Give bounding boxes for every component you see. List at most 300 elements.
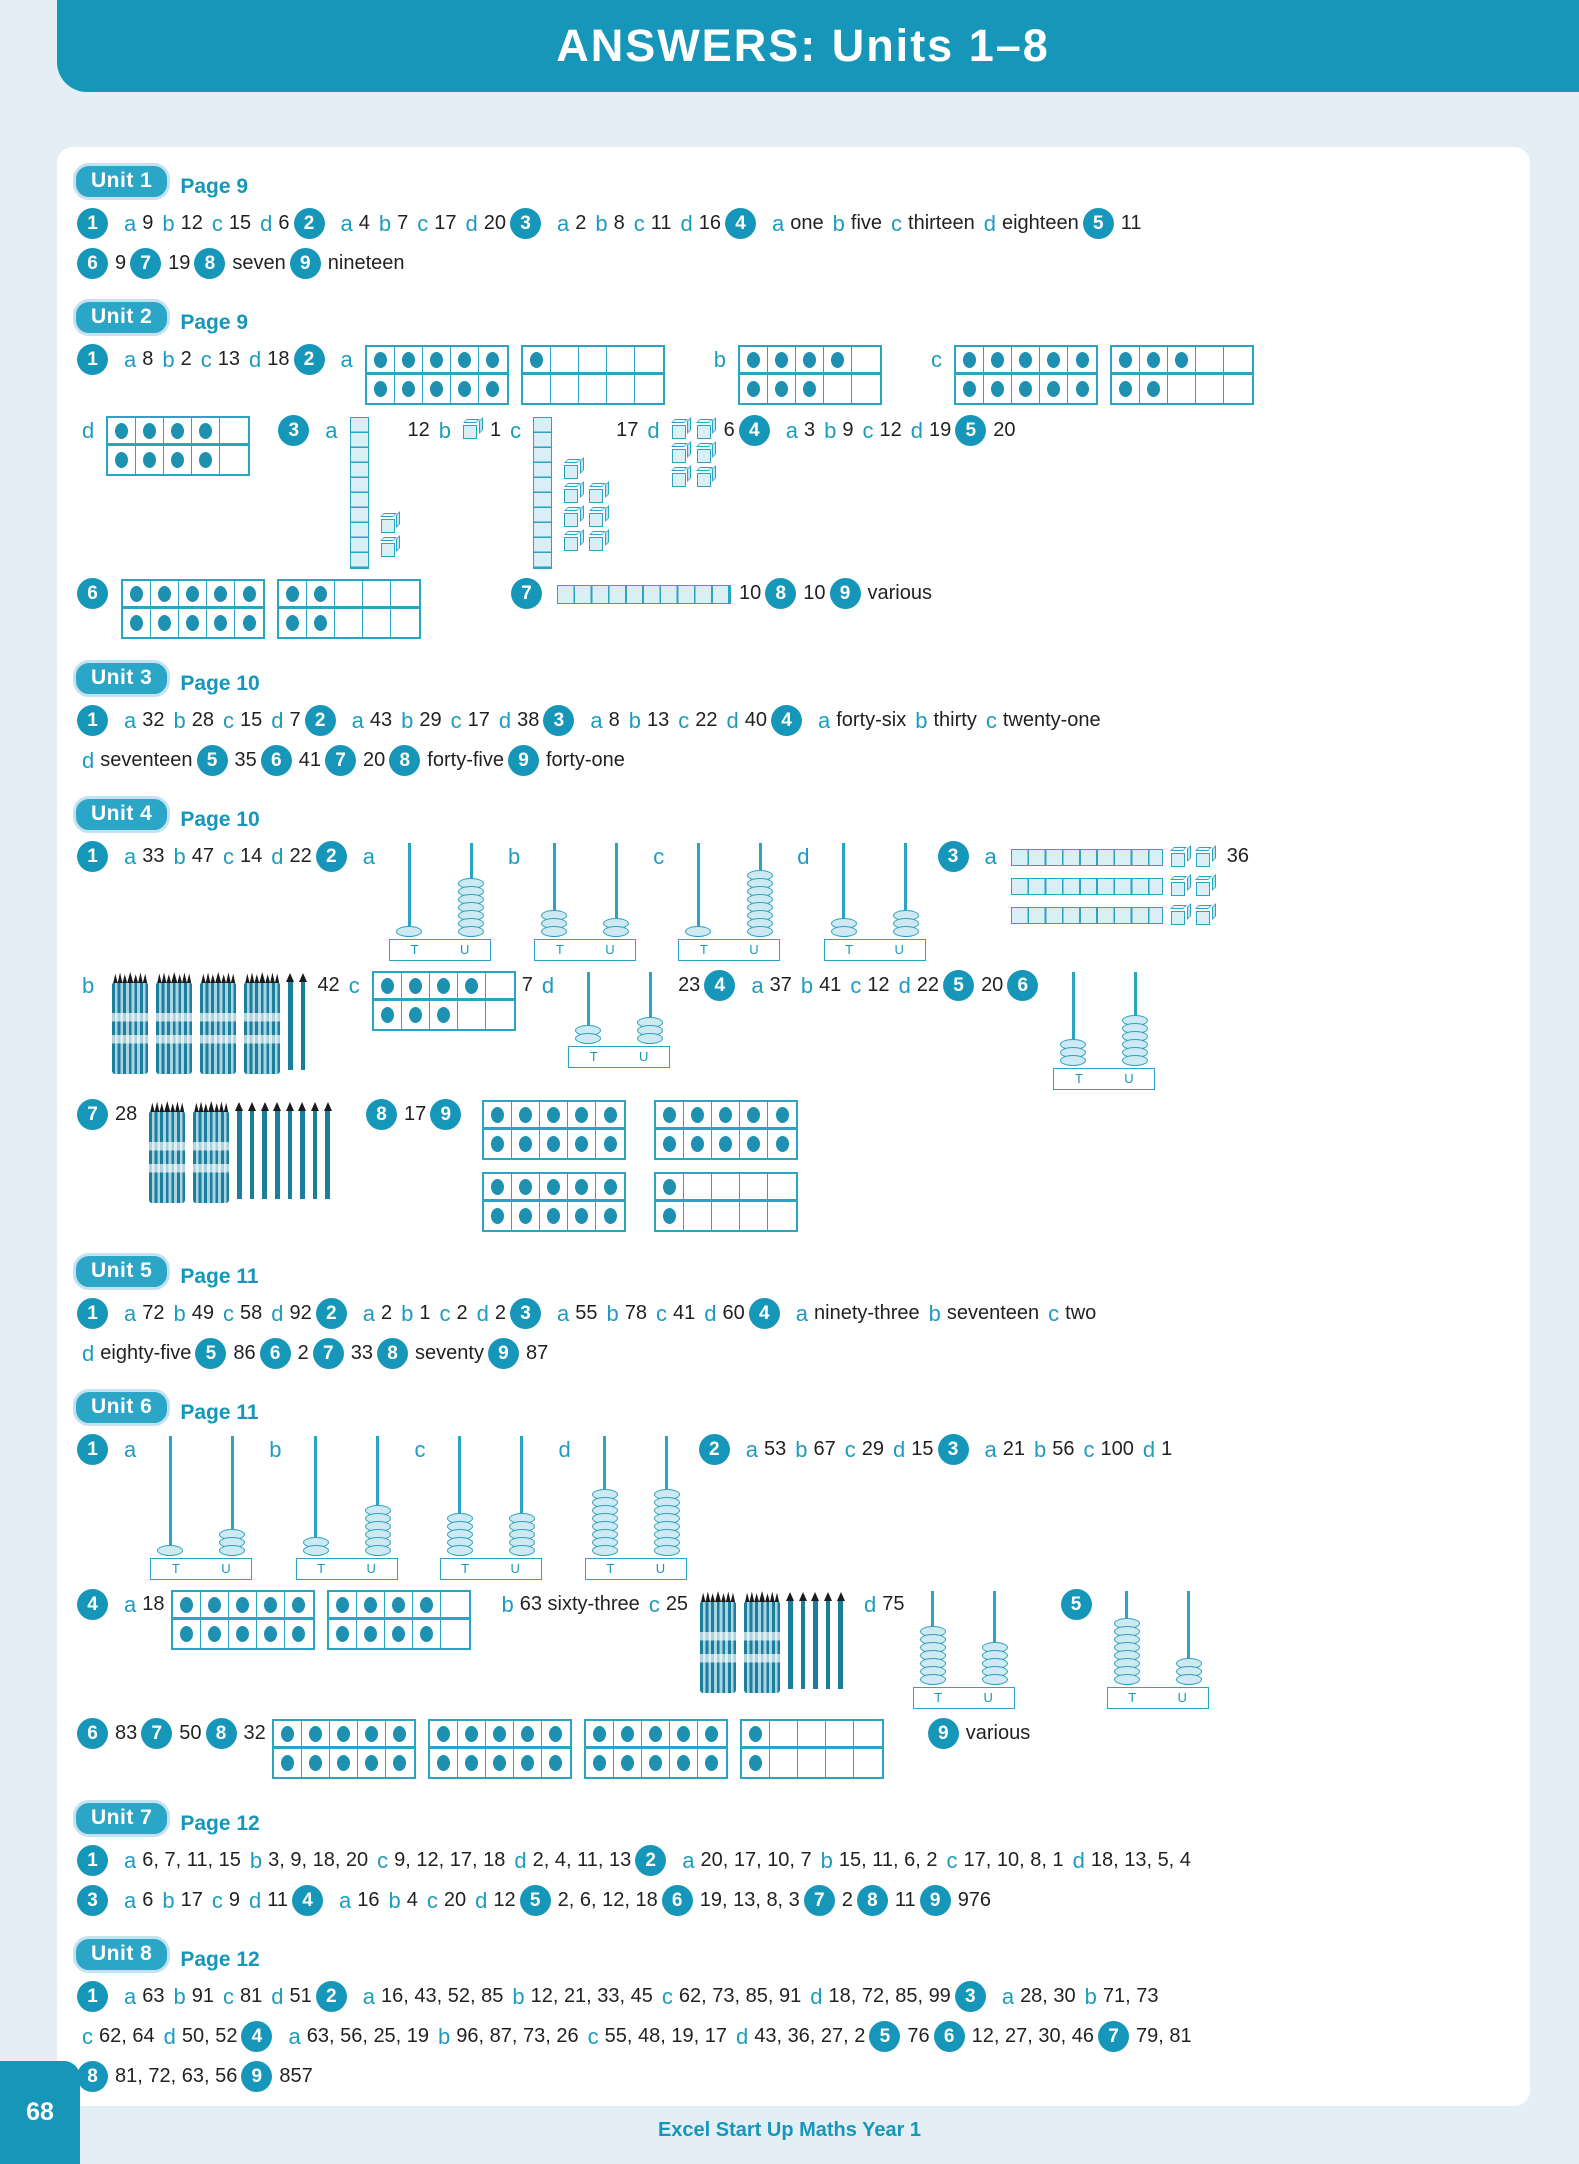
- unit-cube: [589, 489, 603, 503]
- ten-frame-cell: [220, 446, 248, 474]
- abacus-rods: [831, 843, 919, 937]
- ten-frame-cell: [235, 581, 263, 609]
- answer-value: 17: [467, 709, 490, 731]
- ten-frame-cell: [430, 1001, 458, 1029]
- answer-letter: d: [810, 1984, 823, 2009]
- answer-value: 87: [525, 1342, 549, 1364]
- ten-frame-cell: [1068, 347, 1096, 375]
- counter-dot: [115, 423, 128, 439]
- answer-letter: a: [362, 844, 375, 869]
- counter-dot: [649, 1755, 662, 1771]
- answer-value: 857: [279, 2065, 313, 2087]
- counter-dot: [437, 1007, 450, 1023]
- single-pencil: [288, 1111, 293, 1199]
- unit-cube: [1171, 853, 1185, 867]
- counter-dot: [519, 1107, 532, 1123]
- abacus-bead: [509, 1545, 535, 1556]
- abacus-tens-rod: [920, 1591, 946, 1685]
- answer-letter: c: [426, 1888, 438, 1913]
- answer-letter: b: [800, 973, 814, 998]
- abacus: [534, 843, 636, 961]
- ten-frame-cell: [712, 1130, 740, 1158]
- counter-dot: [374, 381, 387, 397]
- counter-dot: [604, 1136, 617, 1152]
- question-number-bubble: 9: [508, 745, 539, 776]
- spacer: [671, 344, 705, 345]
- answer-value: 12: [867, 974, 890, 996]
- abacus-rods: [1114, 1591, 1202, 1685]
- answer-value: nineteen: [327, 252, 405, 274]
- counter-dot: [437, 1755, 450, 1771]
- question-number-bubble: 9: [488, 1338, 519, 1369]
- counter-dot: [593, 1726, 606, 1742]
- question-number-bubble: 6: [261, 745, 292, 776]
- answer-value: thirteen: [908, 212, 975, 234]
- abacus-bead: [637, 1033, 663, 1044]
- question-number-bubble: 8: [389, 745, 420, 776]
- abacus-tens-rod: [1114, 1591, 1140, 1685]
- answer-line: [73, 2061, 1514, 2092]
- answer-letter: c: [223, 1984, 234, 2009]
- question-number-bubble: 8: [77, 2061, 108, 2092]
- answer-value: 8: [608, 709, 620, 731]
- counter-dot: [575, 1208, 588, 1224]
- answer-value: 56: [1052, 1438, 1075, 1460]
- answer-value: 976: [957, 1889, 992, 1911]
- ten-frame-cell: [770, 1721, 798, 1749]
- unit-section-8: [73, 1936, 1514, 2092]
- abacus-units-rod: [893, 843, 919, 937]
- counter-dot: [381, 1007, 394, 1023]
- ten-frame-cell: [796, 347, 824, 375]
- answer-line: [73, 1718, 1514, 1780]
- answer-value: 33: [350, 1342, 374, 1364]
- question-number-bubble: 1: [77, 1845, 108, 1876]
- ten-frame: [1110, 345, 1254, 405]
- answer-value: 22: [695, 709, 718, 731]
- counter-dot: [519, 1208, 532, 1224]
- answer-value: 79, 81: [1135, 2025, 1192, 2047]
- answer-value: 16: [357, 1889, 380, 1911]
- answer-letter: b: [501, 1592, 514, 1617]
- answer-letter: b: [162, 211, 175, 236]
- counter-dot: [286, 586, 299, 602]
- counter-dot: [465, 978, 478, 994]
- counter-dot: [208, 1597, 221, 1613]
- counter-dot: [1147, 381, 1160, 397]
- single-pencil: [826, 1601, 831, 1689]
- ten-frame-cell: [151, 609, 179, 637]
- counter-dot: [364, 1597, 377, 1613]
- question-number-bubble: 1: [77, 208, 108, 239]
- question-number-bubble: 1: [77, 344, 108, 375]
- answer-letter: a: [340, 347, 353, 372]
- answer-value: 28: [191, 709, 214, 731]
- ten-frame-cell: [826, 1749, 854, 1777]
- unit-cube: [589, 537, 603, 551]
- answer-value: 3: [804, 419, 816, 441]
- ten-frame-cell: [136, 418, 164, 446]
- ten-frame-cell: [614, 1721, 642, 1749]
- answer-letter: c: [844, 1437, 856, 1462]
- counter-dot: [374, 352, 387, 368]
- abacus-bead: [575, 1033, 601, 1044]
- answer-value: 17: [434, 212, 457, 234]
- answer-letter: d: [726, 708, 739, 733]
- answer-letter: d: [249, 347, 262, 372]
- unit-cube: [697, 425, 711, 439]
- answer-value: 47: [191, 845, 214, 867]
- answer-value: 55: [575, 1302, 598, 1324]
- unit-cube: [672, 425, 686, 439]
- answer-value: 18: [142, 1593, 165, 1615]
- abacus-rods: [447, 1436, 535, 1556]
- unit-header: [73, 660, 1514, 697]
- counter-dot: [392, 1597, 405, 1613]
- answer-value: 19: [168, 252, 191, 274]
- abacus-units-label: U: [655, 1561, 666, 1576]
- answer-line: [73, 1298, 1514, 1329]
- pencil-bundle-of-ten: [193, 1111, 229, 1203]
- question-number-bubble: 2: [294, 344, 325, 375]
- ten-frame-cell: [229, 1620, 257, 1648]
- unit-badge: Unit 4: [73, 796, 170, 833]
- unit-cube: [589, 513, 603, 527]
- counter-dot: [547, 1136, 560, 1152]
- abacus-base: [585, 1558, 687, 1580]
- cubes-row: [670, 441, 720, 465]
- counter-dot: [430, 381, 443, 397]
- ten-frame: [584, 1719, 728, 1779]
- ten-frame-cell: [854, 1749, 882, 1777]
- answer-letter: d: [249, 1888, 262, 1913]
- question-number-bubble: 4: [292, 1885, 323, 1916]
- counter-dot: [236, 1626, 249, 1642]
- ten-frame-cell: [192, 418, 220, 446]
- answer-letter: c: [211, 1888, 223, 1913]
- abacus-units-label: U: [1177, 1690, 1187, 1705]
- ten-frame-cell: [386, 1721, 414, 1749]
- answer-value: 1: [1161, 1438, 1173, 1460]
- ten-frame-cell: [542, 1749, 570, 1777]
- answer-value: 6: [278, 212, 290, 234]
- counter-dot: [719, 1136, 732, 1152]
- answer-letter: c: [678, 708, 690, 733]
- answer-value: 55, 48, 19, 17: [604, 2025, 727, 2047]
- ten-frame-cell: [742, 1749, 770, 1777]
- ten-frame-cell: [512, 1130, 540, 1158]
- ten-frame-cell: [173, 1592, 201, 1620]
- answer-line: [73, 1338, 1514, 1369]
- counter-dot: [803, 352, 816, 368]
- abacus-bead: [1176, 1674, 1202, 1685]
- counter-dot: [392, 1626, 405, 1642]
- answer-letter: c: [850, 973, 862, 998]
- ten-frame-cell: [740, 1102, 768, 1130]
- ten-frame: [272, 1719, 416, 1779]
- ten-frame: [171, 1590, 315, 1650]
- counter-dot: [364, 1626, 377, 1642]
- ten-frame-cell: [712, 1102, 740, 1130]
- counter-dot: [493, 1755, 506, 1771]
- answer-letter: a: [351, 708, 364, 733]
- abacus-tens-label: T: [699, 942, 708, 957]
- question-number-bubble: 5: [197, 745, 228, 776]
- counter-dot: [409, 1007, 422, 1023]
- answer-letter: b: [173, 1301, 186, 1326]
- ten-frame-cell: [514, 1721, 542, 1749]
- ten-frame-cell: [770, 1749, 798, 1777]
- ten-frame-cell: [586, 1749, 614, 1777]
- unit-section-4: [73, 796, 1514, 1233]
- question-number-bubble: 1: [77, 1981, 108, 2012]
- cubes-row: [562, 457, 612, 481]
- single-pencil: [325, 1111, 330, 1199]
- answer-letter: a: [325, 418, 338, 443]
- footer-book-title: Excel Start Up Maths Year 1: [657, 2119, 922, 2141]
- answer-letter: c: [82, 2024, 93, 2049]
- answer-value: 15: [911, 1438, 934, 1460]
- counter-dot: [747, 1136, 760, 1152]
- pencil-bundle-of-ten: [244, 982, 280, 1074]
- counter-dot: [549, 1755, 562, 1771]
- answer-value: thirty: [933, 709, 977, 731]
- ten-frame-cell: [670, 1721, 698, 1749]
- ten-frame-cell: [984, 375, 1012, 403]
- abacus: [678, 843, 780, 961]
- ten-frame-cell: [568, 1202, 596, 1230]
- answer-letter: a: [984, 844, 997, 869]
- ten-frame-cell: [635, 347, 663, 375]
- question-number-bubble: 2: [305, 705, 336, 736]
- answer-line: [73, 1589, 1514, 1709]
- answer-letter: a: [590, 708, 603, 733]
- ten-frame-cell: [458, 1749, 486, 1777]
- counter-dot: [243, 615, 256, 631]
- single-pencil: [300, 1111, 305, 1199]
- unit-badge: Unit 7: [73, 1800, 170, 1837]
- ten-frame-cell: [179, 581, 207, 609]
- unit-section-2: [73, 299, 1514, 640]
- answer-letter: b: [162, 347, 175, 372]
- answer-value: 11: [894, 1889, 916, 1911]
- counter-dot: [465, 1726, 478, 1742]
- ten-frame-cell: [742, 1721, 770, 1749]
- counter-dot: [208, 1626, 221, 1642]
- answer-letter: a: [362, 1301, 375, 1326]
- abacus-units-label: U: [510, 1561, 520, 1576]
- ten-frame: [740, 1719, 884, 1779]
- counter-dot: [491, 1107, 504, 1123]
- ten-frame: [428, 1719, 572, 1779]
- question-number-bubble: 5: [520, 1885, 551, 1916]
- unit-header: [73, 163, 1514, 200]
- answer-letter: b: [162, 1888, 175, 1913]
- answer-letter: d: [1072, 1848, 1085, 1873]
- answer-value: 14: [240, 845, 263, 867]
- ten-frame-cell: [596, 1130, 624, 1158]
- spacer: [342, 1099, 362, 1100]
- answer-value: ninety-three: [814, 1302, 920, 1324]
- unit-badge: Unit 8: [73, 1936, 170, 1973]
- counter-dot: [493, 1726, 506, 1742]
- single-pencil: [313, 1111, 318, 1199]
- answer-value: 76: [907, 2025, 930, 2047]
- ten-frame: [654, 1172, 798, 1232]
- ten-frame-cell: [151, 581, 179, 609]
- tens-rods-and-cubes: [1011, 845, 1219, 932]
- answer-line: [73, 1845, 1514, 1876]
- rod-cubes-row: [1011, 903, 1219, 927]
- abacus-units-rod: [509, 1436, 535, 1556]
- ten-frame-cell: [201, 1592, 229, 1620]
- answer-value: 15, 11, 6, 2: [838, 1849, 938, 1871]
- answer-line: [73, 208, 1514, 239]
- abacus-tens-label: T: [589, 1049, 598, 1064]
- answer-letter: d: [514, 1848, 527, 1873]
- question-number-bubble: 6: [77, 1718, 108, 1749]
- answer-letter: a: [745, 1437, 758, 1462]
- answer-letter: a: [818, 708, 831, 733]
- abacus-bead: [396, 926, 422, 937]
- answer-value: 4: [406, 1889, 418, 1911]
- question-number-bubble: 7: [804, 1885, 835, 1916]
- ten-frame-cell: [330, 1749, 358, 1777]
- abacus-bead: [219, 1545, 245, 1556]
- counter-dot: [264, 1597, 277, 1613]
- counter-dot: [1019, 352, 1032, 368]
- ten-frame-cell: [430, 1721, 458, 1749]
- tens-rod: [1011, 849, 1163, 866]
- ten-frame-cell: [596, 1202, 624, 1230]
- answer-letter: d: [893, 1437, 906, 1462]
- ten-frame-cell: [430, 973, 458, 1001]
- counter-dot: [437, 978, 450, 994]
- counter-dot: [677, 1755, 690, 1771]
- ten-frame-grid: [476, 1099, 804, 1233]
- answer-letter: d: [465, 211, 478, 236]
- answer-letter: b: [512, 1984, 525, 2009]
- answer-line: [73, 1099, 1514, 1233]
- question-number-bubble: 7: [141, 1718, 172, 1749]
- ten-frame-cell: [235, 609, 263, 637]
- answer-value: 7: [521, 974, 533, 996]
- abacus-units-label: U: [639, 1049, 649, 1064]
- ten-frame-cell: [523, 347, 551, 375]
- counter-dot: [663, 1179, 676, 1195]
- ten-frame-cell: [768, 375, 796, 403]
- counter-dot: [486, 352, 499, 368]
- tens-rod: [1011, 907, 1163, 924]
- ten-frame-cell: [740, 375, 768, 403]
- counter-dot: [180, 1597, 193, 1613]
- unit-page-label: Page 11: [180, 1401, 259, 1424]
- ten-frame-cell: [1012, 347, 1040, 375]
- abacus-base: [534, 939, 636, 961]
- abacus-base: [1107, 1687, 1209, 1709]
- answer-value: 8: [142, 348, 154, 370]
- counter-dot: [314, 586, 327, 602]
- answer-value: 12: [493, 1889, 516, 1911]
- answer-value: 9, 12, 17, 18: [394, 1849, 506, 1871]
- answer-value: 7: [289, 709, 301, 731]
- counter-dot: [292, 1626, 305, 1642]
- counter-dot: [575, 1179, 588, 1195]
- ten-frame-cell: [1168, 347, 1196, 375]
- spacer: [1023, 1589, 1057, 1590]
- counter-dot: [1175, 352, 1188, 368]
- abacus-bead: [458, 926, 484, 937]
- abacus-tens-rod: [447, 1436, 473, 1556]
- question-number-bubble: 4: [749, 1298, 780, 1329]
- unit-header: [73, 1800, 1514, 1837]
- abacus-bead: [1122, 1055, 1148, 1066]
- answer-letter: a: [124, 1301, 137, 1326]
- abacus-units-label: U: [749, 942, 759, 957]
- counter-dot: [336, 1597, 349, 1613]
- answer-line: [73, 415, 1514, 569]
- abacus-base: [678, 939, 780, 961]
- answer-value: 29: [861, 1438, 884, 1460]
- question-number-bubble: 2: [316, 1298, 347, 1329]
- question-number-bubble: 2: [635, 1845, 666, 1876]
- ten-frame-cell: [956, 375, 984, 403]
- abacus-units-label: U: [983, 1690, 993, 1705]
- answer-letter: a: [984, 1437, 997, 1462]
- answer-value: 3, 9, 18, 20: [268, 1849, 369, 1871]
- counter-dot: [991, 352, 1004, 368]
- single-pencil: [288, 982, 293, 1070]
- single-pencil: [813, 1601, 818, 1689]
- counter-dot: [171, 452, 184, 468]
- ten-frame-cell: [363, 609, 391, 637]
- question-number-bubble: 3: [543, 705, 574, 736]
- answer-value: 9: [842, 419, 854, 441]
- answer-line: [73, 970, 1514, 1090]
- answer-letter: c: [414, 1437, 426, 1462]
- answer-letter: b: [795, 1437, 808, 1462]
- answer-value: 9: [228, 1889, 240, 1911]
- counter-dot: [663, 1208, 676, 1224]
- cubes-row: [670, 465, 720, 489]
- question-number-bubble: 1: [77, 1434, 108, 1465]
- counter-dot: [458, 381, 471, 397]
- counter-dot: [547, 1179, 560, 1195]
- counter-dot: [519, 1179, 532, 1195]
- counter-dot: [1147, 352, 1160, 368]
- counter-dot: [593, 1755, 606, 1771]
- answer-value: 2, 6, 12, 18: [557, 1889, 658, 1911]
- abacus-base: [440, 1558, 542, 1580]
- answer-letter: a: [288, 2024, 301, 2049]
- tens-rod: [557, 585, 731, 604]
- ten-frame-cell: [285, 1592, 313, 1620]
- answer-value: 63, 56, 25, 19: [306, 2025, 430, 2047]
- answer-letter: d: [271, 708, 284, 733]
- answer-letter: d: [735, 2024, 749, 2049]
- answer-value: 60: [722, 1302, 745, 1324]
- question-number-bubble: 3: [938, 1434, 969, 1465]
- spacer: [890, 1718, 924, 1719]
- answer-value: 20: [993, 419, 1016, 441]
- answer-letter: c: [653, 844, 665, 869]
- answer-value: 37: [769, 974, 792, 996]
- ten-frame: [954, 345, 1098, 405]
- ten-frame-cell: [479, 375, 507, 403]
- unit-cube: [564, 537, 578, 551]
- answer-value: seventeen: [946, 1302, 1040, 1324]
- abacus-base: [296, 1558, 398, 1580]
